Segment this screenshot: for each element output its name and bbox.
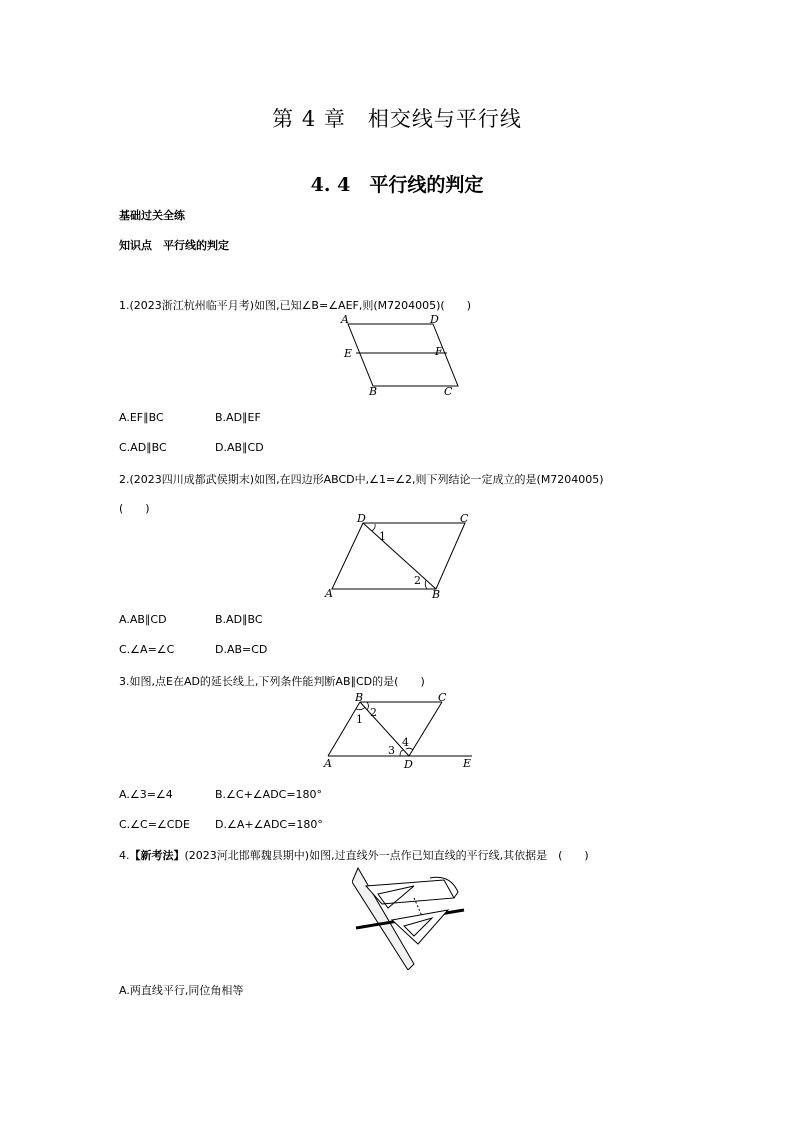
- question-1-text: 1.(2023浙江杭州临平月考)如图,已知∠B=∠AEF,则(M7204005)( ): [119, 299, 471, 312]
- label-angle-1: 1: [379, 530, 386, 543]
- question-1-figure: [330, 312, 460, 398]
- question-4-body: (2023河北邯郸魏县期中)如图,过直线外一点作已知直线的平行线,其依据是 ( ): [184, 849, 589, 862]
- section-title: 4. 4 平行线的判定: [310, 174, 484, 196]
- q2-option-d[interactable]: D.AB=CD: [215, 643, 268, 656]
- label-d: D: [430, 313, 439, 326]
- q1-option-a[interactable]: A.EF∥BC: [119, 411, 164, 424]
- label-a: A: [324, 757, 332, 770]
- question-3-figure: [320, 690, 475, 772]
- q2-option-b[interactable]: B.AD∥BC: [215, 613, 263, 626]
- label-e: E: [463, 757, 472, 770]
- question-4-figure: [352, 864, 470, 970]
- label-c: C: [444, 385, 453, 398]
- q3-option-d[interactable]: D.∠A+∠ADC=180°: [215, 818, 323, 831]
- label-angle-1: 1: [356, 713, 363, 726]
- diagonal-db: [363, 523, 436, 589]
- question-2-answer-bracket: ( ): [119, 502, 150, 515]
- knowledge-point-label: 知识点 平行线的判定: [119, 239, 229, 252]
- q2-option-c[interactable]: C.∠A=∠C: [119, 643, 175, 656]
- question-2-text: 2.(2023四川成都武侯期末)如图,在四边形ABCD中,∠1=∠2,则下列结论一定成立的是(M7204005): [119, 473, 604, 486]
- label-d: D: [357, 513, 366, 525]
- label-a: A: [341, 313, 349, 326]
- label-angle-3: 3: [388, 744, 395, 757]
- label-b: B: [369, 385, 378, 398]
- practice-label: 基础过关全练: [119, 209, 185, 222]
- label-f: F: [435, 345, 443, 358]
- chapter-title: 第 4 章 相交线与平行线: [272, 107, 522, 131]
- q3-option-b[interactable]: B.∠C+∠ADC=180°: [215, 788, 323, 801]
- angle-1-arc: [372, 524, 375, 531]
- question-4-text: [119, 847, 589, 863]
- label-c: C: [438, 691, 447, 704]
- question-3-text: 3.如图,点E在AD的延长线上,下列条件能判断AB∥CD的是( ): [119, 675, 425, 688]
- question-4-number: 4.: [119, 849, 130, 862]
- q4-option-a[interactable]: A.两直线平行,同位角相等: [119, 984, 244, 997]
- label-b: B: [355, 691, 364, 704]
- question-2-figure: [320, 513, 470, 599]
- label-d: D: [404, 758, 413, 771]
- label-a: A: [325, 587, 333, 599]
- segment-cd: [409, 702, 442, 756]
- q3-option-a[interactable]: A.∠3=∠4: [119, 788, 173, 801]
- q1-option-d[interactable]: D.AB∥CD: [215, 441, 264, 454]
- label-b: B: [432, 588, 441, 599]
- new-exam-method-tag: 【新考法】: [129, 849, 185, 862]
- label-angle-2: 2: [414, 574, 421, 587]
- set-square-top: [366, 880, 454, 904]
- label-angle-4: 4: [402, 736, 409, 749]
- quadrilateral-abcd: [332, 523, 465, 589]
- angle-2-arc: [425, 580, 427, 589]
- angle-3-arc: [400, 750, 404, 756]
- segment-ab: [328, 702, 360, 756]
- q2-option-a[interactable]: A.AB∥CD: [119, 613, 167, 626]
- angle-2-arc: [367, 702, 369, 710]
- q1-option-b[interactable]: B.AD∥EF: [215, 411, 261, 424]
- q3-option-c[interactable]: C.∠C=∠CDE: [119, 818, 190, 831]
- label-c: C: [460, 513, 469, 525]
- set-square-bottom: [392, 910, 448, 944]
- label-e: E: [344, 347, 353, 360]
- q1-option-c[interactable]: C.AD∥BC: [119, 441, 167, 454]
- label-angle-2: 2: [370, 706, 377, 719]
